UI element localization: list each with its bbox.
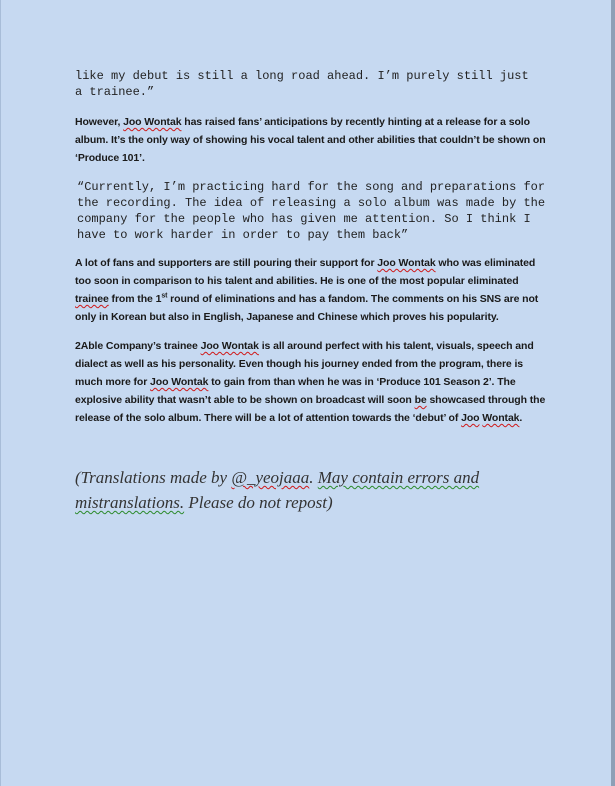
spell-flagged-be: be bbox=[414, 394, 427, 406]
text-run: showcased through the release of the solo album. There will be a lot of attention towards the ‘debut’ of bbox=[75, 394, 546, 424]
spell-flagged-name: Joo Wontak bbox=[123, 116, 182, 128]
paragraph-anticipation bbox=[75, 113, 547, 167]
text-run: who was eliminated too soon in comparison to his talent and abilities. He is one of the most popular eliminated bbox=[75, 257, 536, 287]
text-run: from the 1 bbox=[108, 293, 162, 305]
spell-flagged-wontak: Wontak bbox=[482, 412, 520, 424]
spell-flagged-joo: Joo bbox=[461, 412, 480, 424]
text-run: is all around perfect with his talent, visuals, speech and dialect as well as his personality. Even though his journey ended from the program, there is much more for bbox=[75, 340, 534, 388]
translation-note bbox=[75, 465, 547, 515]
paragraph-company bbox=[75, 337, 547, 427]
ordinal-suffix: st bbox=[161, 292, 168, 300]
text-run: However, bbox=[75, 116, 124, 128]
text-run: round of eliminations and has a fandom. The comments on his SNS are not only in Korean but also in English, Japanese and Chinese which proves his popularity. bbox=[75, 293, 539, 323]
text-run: . bbox=[519, 412, 523, 424]
text-run: 2Able Company’s trainee bbox=[75, 340, 201, 352]
text-run: Please do not repost) bbox=[184, 493, 333, 512]
page-edge-shadow bbox=[611, 0, 615, 786]
paragraph-support bbox=[75, 254, 547, 326]
text-run: . bbox=[309, 468, 318, 487]
quote-line-2: a trainee.” bbox=[75, 85, 155, 99]
quote-practice: “Currently, I’m practicing hard for the song and preparations for the recording. The idea of releasing a solo album was made by the company for the people who has given me attention. So I think I have to work harder in order to pay them back” bbox=[77, 180, 546, 242]
text-run: to gain from than when he was in ‘Produce 101 Season 2’. The explosive ability that wasn’t able to be shown on broadcast will soon bbox=[75, 376, 516, 406]
text-run: has raised fans’ anticipations by recently hinting at a release for a solo album. It’s the only way of showing his vocal talent and other abilities that couldn’t be shown on ‘Produce 101’. bbox=[75, 116, 546, 164]
spell-flagged-name: Joo Wontak bbox=[377, 257, 436, 269]
grammar-flagged-text: May contain errors and mistranslations. bbox=[75, 468, 480, 512]
spell-flagged-name: Joo Wontak bbox=[200, 340, 259, 352]
quote-line-1: like my debut is still a long road ahead. I’m purely still just bbox=[75, 69, 529, 83]
spell-flagged-name: Joo Wontak bbox=[150, 376, 209, 388]
translator-handle: @_yeojaaa bbox=[231, 468, 310, 487]
document-body bbox=[75, 68, 547, 515]
text-run: (Translations made by bbox=[75, 468, 232, 487]
spell-flagged-trainee: trainee bbox=[75, 293, 109, 305]
text-run: A lot of fans and supporters are still pouring their support for bbox=[75, 257, 378, 269]
quote-continuation bbox=[75, 68, 547, 100]
